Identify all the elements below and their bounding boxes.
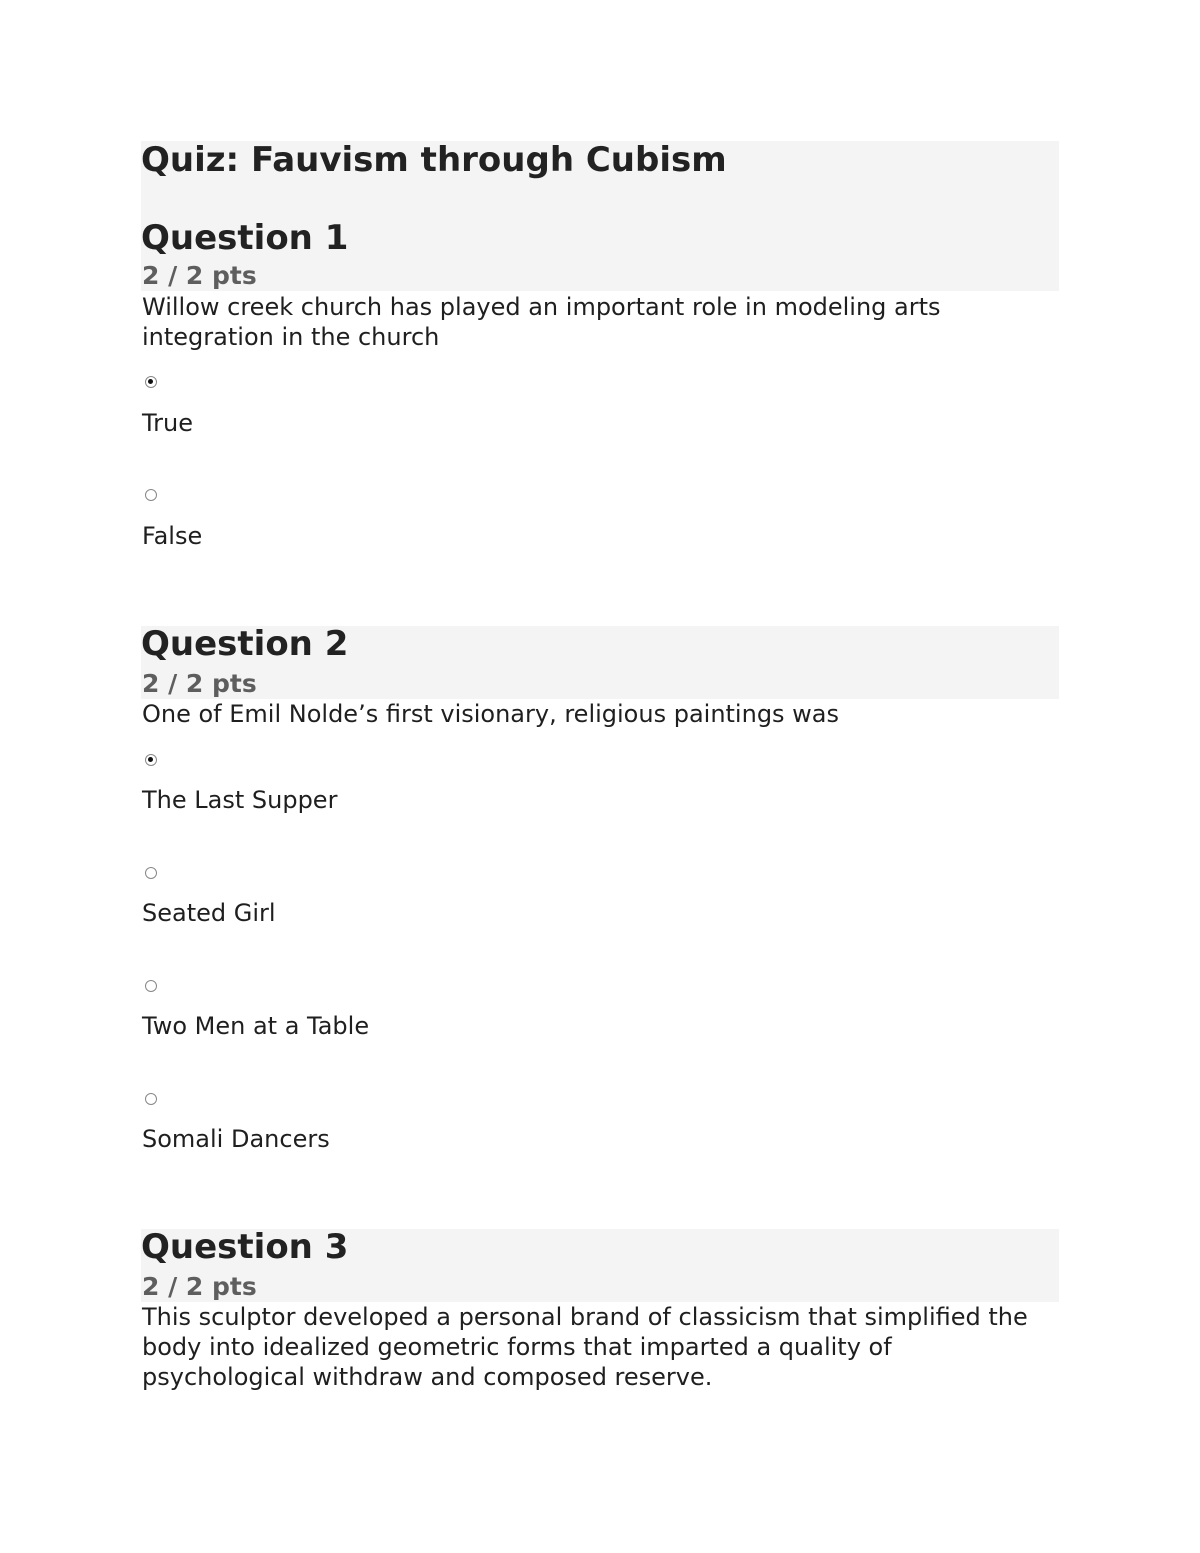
question-2-text: One of Emil Nolde’s first visionary, religious paintings was bbox=[142, 700, 840, 728]
question-2-answer-2-label[interactable]: Seated Girl bbox=[142, 899, 276, 927]
question-3-text: This sculptor developed a personal brand of classicism that simplified the body into idealized geometric forms that imparted a quality of psychological withdraw and composed reserve. bbox=[142, 1303, 1028, 1391]
question-3-title: Question 3 bbox=[141, 1227, 349, 1267]
question-2-answer-1-radio[interactable] bbox=[145, 754, 157, 766]
question-1-answer-1-label[interactable]: True bbox=[142, 409, 193, 437]
question-2-answer-3-label[interactable]: Two Men at a Table bbox=[142, 1012, 370, 1040]
question-1-answer-1-radio[interactable] bbox=[145, 376, 157, 388]
question-3-points: 2 / 2 pts bbox=[142, 1272, 257, 1301]
question-2-answer-4-label[interactable]: Somali Dancers bbox=[142, 1125, 330, 1153]
question-1-answer-2-label[interactable]: False bbox=[142, 522, 203, 550]
question-2-answer-3-radio[interactable] bbox=[145, 980, 157, 992]
question-2-points: 2 / 2 pts bbox=[142, 669, 257, 698]
quiz-title: Quiz: Fauvism through Cubism bbox=[141, 140, 727, 180]
question-1-answer-2-radio[interactable] bbox=[145, 489, 157, 501]
question-1-points: 2 / 2 pts bbox=[142, 261, 257, 290]
question-1-text: Willow creek church has played an important role in modeling arts integration in the church bbox=[142, 293, 941, 351]
question-2-answer-2-radio[interactable] bbox=[145, 867, 157, 879]
question-2-title: Question 2 bbox=[141, 624, 349, 664]
question-2-answer-4-radio[interactable] bbox=[145, 1093, 157, 1105]
question-1-title: Question 1 bbox=[141, 218, 349, 258]
question-2-answer-1-label[interactable]: The Last Supper bbox=[142, 786, 338, 814]
